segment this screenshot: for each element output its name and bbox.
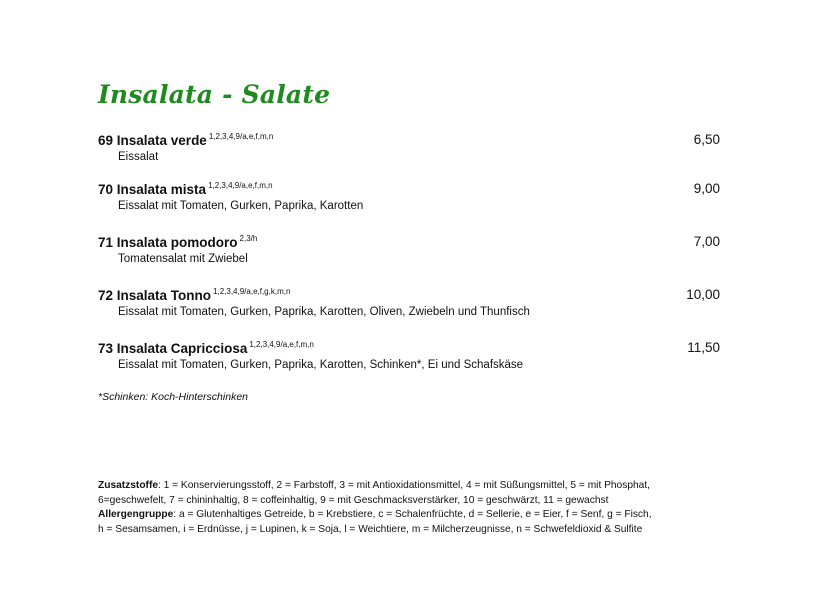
item-name: 73 Insalata Capricciosa	[98, 341, 248, 356]
allergens-text: : a = Glutenhaltiges Getreide, b = Krebstiere, c = Schalenfrüchte, d = Sellerie, e = Eier, f = Senf, g = Fisch,	[173, 509, 652, 521]
additives-line	[98, 479, 738, 494]
additives-label: Zusatzstoffe	[98, 480, 158, 491]
item-allergens: 1,2,3,4,9/a,e,f,m,n	[249, 340, 314, 349]
item-description: Eissalat mit Tomaten, Gurken, Paprika, Karotten, Schinken*, Ei und Schafskäse	[118, 359, 524, 371]
menu-item	[98, 132, 720, 163]
item-description: Eissalat mit Tomaten, Gurken, Paprika, Karotten	[118, 200, 364, 212]
item-name: 72 Insalata Tonno	[98, 288, 212, 303]
item-allergens: 1,2,3,4,9/a,e,f,m,n	[208, 181, 273, 190]
menu-item	[98, 340, 720, 371]
menu-item	[98, 234, 720, 265]
item-name: 70 Insalata mista	[98, 182, 207, 197]
additives-text: : 1 = Konservierungsstoff, 2 = Farbstoff, 3 = mit Antioxidationsmittel, 4 = mit Süßungsmittel, 5 = mit Phosphat,	[158, 480, 650, 491]
item-price: 7,00	[693, 234, 720, 249]
item-description: Eissalat mit Tomaten, Gurken, Paprika, Karotten, Oliven, Zwiebeln und Thunfisch	[118, 306, 530, 318]
menu-item	[98, 181, 720, 212]
page-title: Insalata - Salate	[98, 80, 331, 109]
item-allergens: 2,3/h	[239, 234, 258, 243]
item-price: 6,50	[693, 132, 720, 147]
item-price: 11,50	[687, 340, 720, 355]
allergens-line	[98, 508, 738, 523]
item-name: 69 Insalata verde	[98, 133, 207, 148]
item-price: 10,00	[686, 287, 720, 302]
item-description: Eissalat	[118, 151, 159, 163]
additives-line-2: 6=geschwefelt, 7 = chininhaltig, 8 = coffeinhaltig, 9 = mit Geschmacksverstärker, 10 = geschwärzt, 11 = gewachst	[98, 494, 609, 506]
additives-allergens-legend	[98, 479, 738, 537]
item-description: Tomatensalat mit Zwiebel	[118, 253, 248, 265]
allergens-line-2: h = Sesamsamen, i = Erdnüsse, j = Lupinen, k = Soja, l = Weichtiere, m = Milcherzeugnisse, n = Schwefeldioxid & Sulfite	[98, 523, 643, 535]
item-name: 71 Insalata pomodoro	[98, 235, 238, 250]
item-price: 9,00	[693, 181, 720, 196]
item-allergens: 1,2,3,4,9/a,e,f,m,n	[208, 132, 274, 141]
menu-item	[98, 287, 720, 318]
item-allergens: 1,2,3,4,9/a,e,f,g,k,m,n	[213, 287, 291, 296]
allergens-label: Allergengruppe	[98, 509, 174, 521]
footnote: *Schinken: Koch-Hinterschinken	[98, 391, 248, 403]
